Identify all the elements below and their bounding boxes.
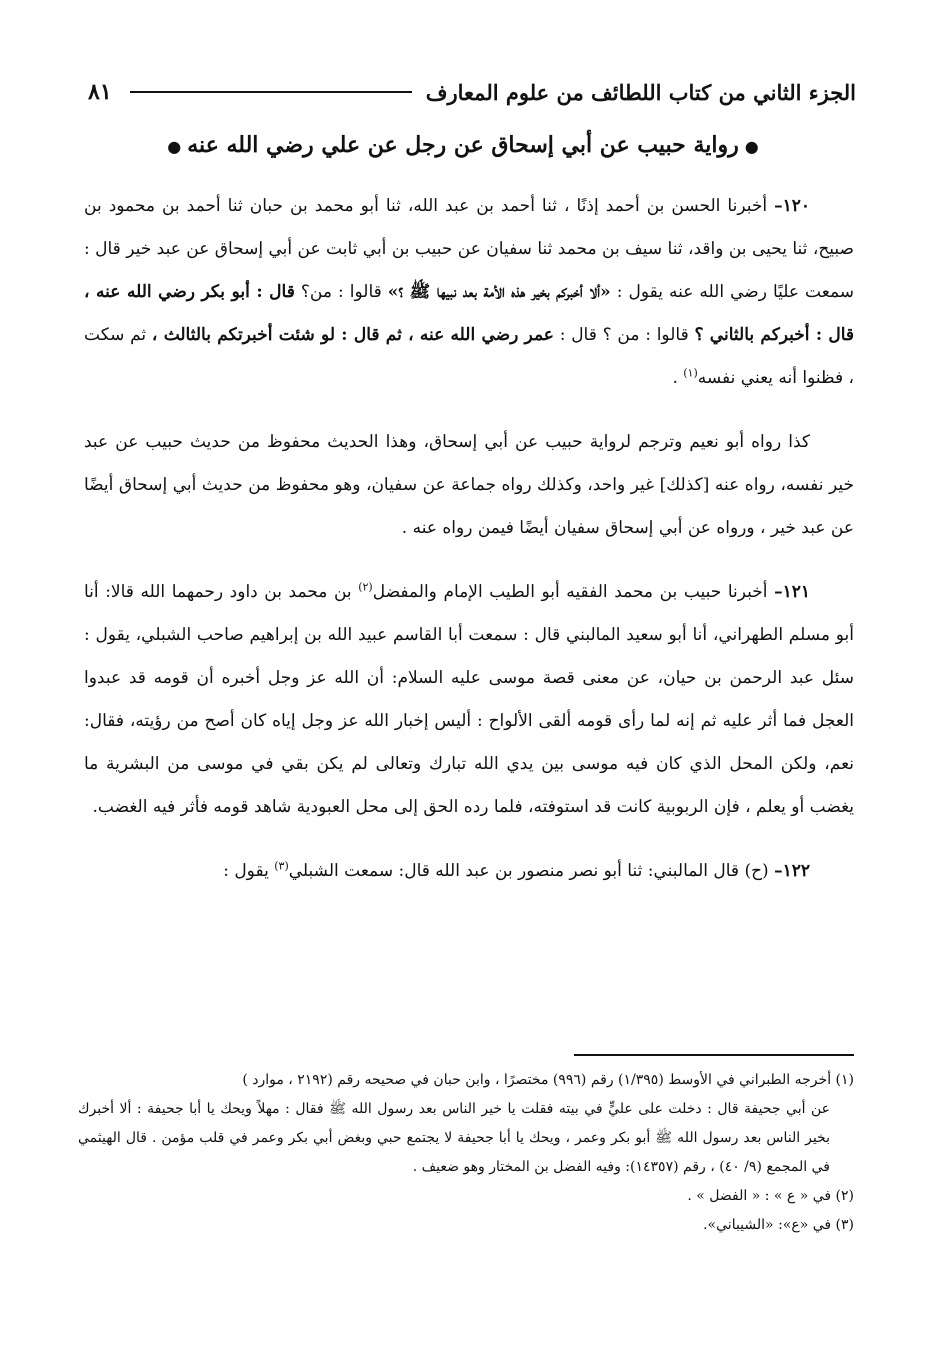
footnote-marker: (٢) <box>358 580 373 594</box>
hadith-121 <box>84 571 854 829</box>
header-rule <box>130 91 412 93</box>
matn-text: قالوا : من؟ <box>300 282 382 302</box>
footnote-marker: (٣) <box>274 859 289 873</box>
bullet-icon: ● <box>167 137 182 156</box>
matn-text: قالوا : من ؟ قال : <box>559 325 689 345</box>
isnad-text: أخبرنا الحسن بن أحمد إذنًا ، ثنا أحمد بن عبد الله، ثنا أبو محمد بن حبان ثنا أحمد بن محمود بن صبيح، ثنا يحيى بن واقد، ثنا سيف بن محمد ثنا سفيان عن حبيب بن أبي ثابت عن أبي إسحاق عن عبد خير قال : سمعت عليًا رضي الله عنه يقول : <box>84 196 855 302</box>
footnote-1: (١) أخرجه الطبراني في الأوسط (١/٣٩٥) رقم (٩٩٦) مختصرًا ، وابن حبان في صحيحه رقم (٢١٩٢ ، موارد ) <box>242 1072 854 1088</box>
footnote-separator <box>574 1054 854 1056</box>
isnad-text: أخبرنا حبيب بن محمد الفقيه أبو الطيب الإمام والمفضل <box>372 582 768 602</box>
matn-text: ثم سكت ، فظنوا أنه يعني نفسه <box>84 325 854 388</box>
footnotes <box>78 1066 854 1240</box>
isnad-text: (ح) قال المالبني: ثنا أبو نصر منصور بن عبد الله قال: سمعت الشبلي <box>288 861 769 881</box>
footnote-1-continuation: عن أبي جحيفة قال : دخلت على عليٍّ في بيته فقلت يا خير الناس بعد رسول الله ﷺ فقال : مهلاً ويحك يا أبا جحيفة : ألا أخبرك بخير الناس بعد رسول الله ﷺ أبو بكر وعمر ، ويحك يا أبا جحيفة لا يجتمع حبي وبغض أبي بكر وعمر في قلب مؤمن . قال الهيثمي في المجمع (٩/ ٤٠) ، رقم (١٤٣٥٧): وفيه الفضل بن المختار وهو ضعيف . <box>78 1101 830 1175</box>
body-text <box>84 185 854 914</box>
hadith-number: ١٢٠– <box>774 196 810 216</box>
hadith-number: ١٢٢– <box>774 861 810 881</box>
section-title-text: رواية حبيب عن أبي إسحاق عن رجل عن علي رضي الله عنه <box>187 132 739 158</box>
narration-text: يقول : <box>223 861 269 881</box>
page-number: ٨١ <box>88 79 112 105</box>
hadith-120 <box>84 185 854 400</box>
narration-text: بن محمد بن داود رحمهما الله قالا: أنا أبو مسلم الطهراني، أنا أبو سعيد المالبني قال : سمعت أبا القاسم عبيد الله بن إبراهيم صاحب الشبلي، يقول : سئل عبد الرحمن بن حيان، عن معنى قصة موسى عليه السلام: أن الله عز وجل أخبره أن قومه قد عبدوا العجل فما أثر عليه ثم إنه لما رأى قومه ألقى الألواح : أليس إخبار الله عز وجل إياه كان أصح من رؤيته، فقال: نعم، ولكن المحل الذي كان فيه موسى بين يدي الله تبارك وتعالى لم يكن بقي في موسى من البشرية ما يغضب أو يعلم ، فإن الربوبية كانت قد استوفته، فلما رده الحق إلى محل العبودية شاهد قومه فأثر فيه الغضب. <box>84 582 854 817</box>
matn-text: . <box>672 368 678 388</box>
footnote-marker: (١) <box>683 366 698 380</box>
commentary-paragraph: كذا رواه أبو نعيم وترجم لرواية حبيب عن أبي إسحاق، وهذا الحديث محفوظ من حديث حبيب عن عبد خير نفسه، رواه عنه [كذلك] غير واحد، وكذلك رواه جماعة عن سفيان، وهو محفوظ من حديث أبي إسحاق أيضًا عن عبد خير ، ورواه عن أبي إسحاق سفيان أيضًا فيمن رواه عنه . <box>84 432 854 538</box>
footnote-3: (٣) في «ع»: «الشيباني». <box>703 1217 854 1233</box>
matn-text: قال : أبو بكر رضي الله عنه ، قال : أخبركم بالثاني ؟ <box>84 282 855 345</box>
matn-text: عمر رضي الله عنه ، ثم قال : لو شئت أخبرتكم بالثالث ، <box>151 325 554 345</box>
running-title: الجزء الثاني من كتاب اللطائف من علوم المعارف <box>425 79 856 105</box>
page-header <box>88 72 856 112</box>
hadith-122 <box>84 850 854 893</box>
section-title <box>70 132 856 158</box>
footnote-2: (٢) في « ع » : « الفضل » . <box>687 1188 854 1204</box>
bullet-icon: ● <box>744 137 759 156</box>
matn-text: «ألا أخبركم بخير هذه الأمة بعد نبيها ﷺ ؟» <box>387 282 611 302</box>
hadith-number: ١٢١– <box>774 582 811 602</box>
